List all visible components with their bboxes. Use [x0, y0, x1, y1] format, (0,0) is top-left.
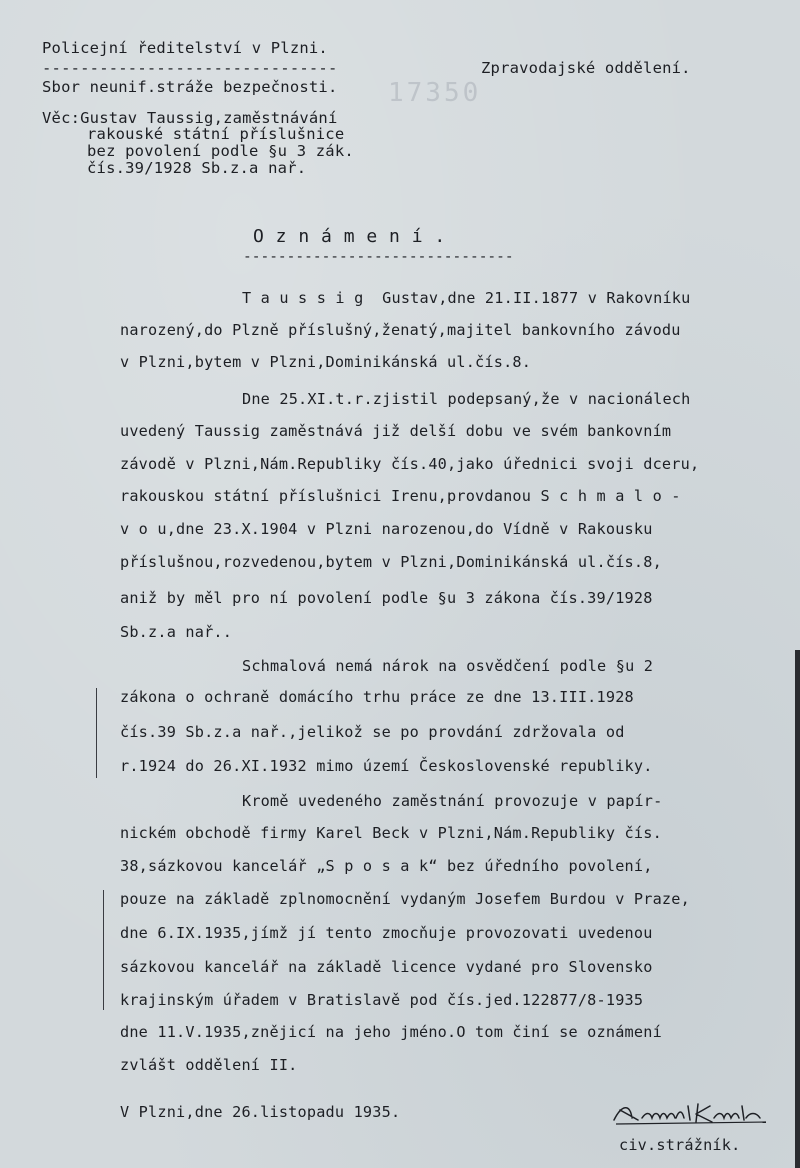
body-line: zvlášt oddělení II.: [120, 1056, 298, 1074]
body-line: dne 6.IX.1935,jímž jí tento zmocňuje provozovati uvedenou: [120, 924, 653, 942]
body-line: narozený,do Plzně příslušný,ženatý,majitel bankovního závodu: [120, 321, 681, 339]
body-line: sázkovou kancelář na základě licence vydané pro Slovensko: [120, 958, 653, 976]
body-line: Dne 25.XI.t.r.zjistil podepsaný,že v nacionálech: [242, 390, 691, 408]
header-separator: -------------------------------: [42, 59, 338, 77]
margin-pencil-mark: [103, 890, 104, 1010]
place-and-date: V Plzni,dne 26.listopadu 1935.: [120, 1103, 401, 1121]
handwritten-signature: [612, 1100, 770, 1128]
office-name: Policejní ředitelství v Plzni.: [42, 39, 328, 57]
body-line: zákona o ochraně domácího trhu práce ze dne 13.III.1928: [120, 688, 634, 706]
body-line: pouze na základě zplnomocnění vydaným Josefem Burdou v Praze,: [120, 890, 690, 908]
document-title: O z n á m e n í .: [253, 226, 446, 247]
margin-pencil-mark: [96, 688, 97, 778]
body-line: dne 11.V.1935,znějicí na jeho jméno.O tom činí se oznámení: [120, 1023, 662, 1041]
body-line: r.1924 do 26.XI.1932 mimo území Československé republiky.: [120, 757, 653, 775]
subject-line-4: čís.39/1928 Sb.z.a nař.: [87, 159, 307, 177]
officer-rank: civ.strážník.: [619, 1136, 741, 1154]
body-line: v Plzni,bytem v Plzni,Dominikánská ul.čís.8.: [120, 353, 532, 371]
body-line: uvedený Taussig zaměstnává již delší dobu ve svém bankovním: [120, 422, 672, 440]
page-edge-shadow: [795, 650, 800, 1168]
body-line: Kromě uvedeného zaměstnání provozuje v papír-: [242, 792, 663, 810]
body-line: Schmalová nemá nárok na osvědčení podle §u 2: [242, 657, 654, 675]
body-line: závodě v Plzni,Nám.Republiky čís.40,jako úřednici svoji dceru,: [120, 455, 700, 473]
body-line: v o u,dne 23.X.1904 v Plzni narozenou,do Vídně v Rakousku: [120, 520, 653, 538]
body-line: Sb.z.a nař..: [120, 623, 233, 641]
faint-background-stamp: 17350: [388, 78, 482, 108]
body-line: 38,sázkovou kancelář „S p o s a k“ bez úředního povolení,: [120, 857, 653, 875]
office-subunit: Sbor neunif.stráže bezpečnosti.: [42, 78, 338, 96]
title-underline: -------------------------------: [243, 249, 514, 265]
body-line: rakouskou státní příslušnici Irenu,provdanou S c h m a l o -: [120, 487, 681, 505]
body-line: aniž by měl pro ní povolení podle §u 3 zákona čís.39/1928: [120, 589, 653, 607]
subject-line-3: bez povolení podle §u 3 zák.: [87, 142, 354, 160]
body-line: čís.39 Sb.z.a nař.,jelikož se po provdání zdržovala od: [120, 723, 625, 741]
subject-line-2: rakouské státní příslušnice: [87, 125, 345, 143]
body-line: krajinským úřadem v Bratislavě pod čís.jed.122877/8-1935: [120, 991, 644, 1009]
subject-line-1: Věc:Gustav Taussig,zaměstnávání: [42, 109, 338, 127]
body-line: T a u s s i g Gustav,dne 21.II.1877 v Rakovníku: [242, 289, 691, 307]
body-line: příslušnou,rozvedenou,bytem v Plzni,Dominikánská ul.čís.8,: [120, 553, 662, 571]
body-line: nickém obchodě firmy Karel Beck v Plzni,Nám.Republiky čís.: [120, 824, 662, 842]
department-name: Zpravodajské oddělení.: [481, 59, 691, 77]
